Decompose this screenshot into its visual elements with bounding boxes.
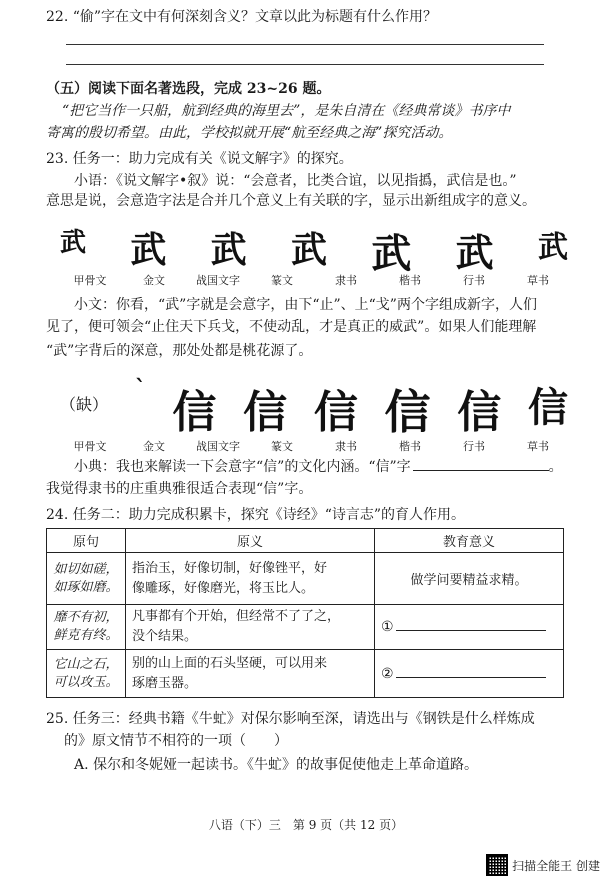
header-meaning: 原义	[126, 529, 375, 553]
intro-line-1: “把它当作一只船，航到经典的海里去”，是朱自清在《经典常谈》书序中	[62, 103, 511, 119]
wu-regular-glyph: 武	[455, 230, 494, 275]
meaning-cell: 指治玉，好像切制，好像锉平，好 像雕琢，好像磨光，将玉比人。	[126, 553, 375, 605]
xiaoyu-line-1: 小语：《说文解字•叙》说：“会意者，比类合谊，以见指撝，武信是也。”	[74, 173, 517, 189]
answer-line-1	[66, 44, 544, 45]
label-seal-2: 篆文	[271, 440, 293, 453]
section-5-heading: （五）阅读下面名著选段，完成 23~26 题。	[46, 81, 331, 97]
answer-blank-2[interactable]	[396, 677, 546, 678]
label-bronze: 金文	[143, 274, 165, 287]
xiaoyu-line-2: 意思是说，会意造字法是合并几个意义上有关联的字，显示出新组成字的意义。	[46, 193, 536, 209]
xiaowen-line-1: 小文：你看，“武”字就是会意字，由下“止”、上“戈”两个字组成新字，人们	[74, 297, 537, 313]
xin-meaning-blank[interactable]	[413, 470, 549, 471]
xiaodian-line-2: 我觉得隶书的庄重典雅很适合表现“信”字。	[46, 481, 313, 497]
xin-missing-label: （缺）	[60, 395, 109, 414]
label-warring: 战国文字	[196, 274, 240, 287]
question-22: 22. “偷”字在文中有何深刻含义？文章以此为标题有什么作用？	[46, 9, 438, 25]
answer-blank-1[interactable]	[396, 630, 546, 631]
table-header-row	[47, 529, 564, 553]
wu-script-row	[60, 222, 568, 279]
xiaodian-line-1	[74, 458, 566, 476]
answer-line-2	[66, 64, 544, 65]
wu-label-row	[60, 272, 568, 288]
education-cell-blank-2[interactable]: ②	[375, 650, 564, 698]
xin-cursive-glyph: 信	[527, 384, 568, 431]
header-source: 原句	[47, 529, 126, 553]
meaning-cell: 别的山上面的石头坚硬，可以用来 琢磨玉器。	[126, 650, 375, 698]
xin-running-glyph: 信	[457, 387, 502, 438]
label-clerical: 隶书	[335, 274, 357, 287]
wu-clerical-glyph: 武	[371, 230, 412, 277]
xin-bronze-glyph: `	[134, 376, 146, 402]
xin-clerical-glyph: 信	[313, 387, 358, 438]
label-running: 行书	[463, 274, 485, 287]
xiaowen-line-2: 见了，便可领会“止住天下兵戈，不使动乱，才是真正的威武”。如果人们能理解	[46, 319, 537, 335]
label-regular: 楷书	[399, 274, 421, 287]
label-oracle: 甲骨文	[73, 274, 107, 287]
xin-warring-glyph: 信	[172, 387, 217, 438]
question-24: 24. 任务二：助力完成积累卡，探究《诗经》“诗言志”的育人作用。	[46, 507, 466, 523]
xiaowen-line-3: “武”字背后的深意，那处处都是桃花源了。	[46, 343, 313, 359]
table-row	[47, 553, 564, 605]
xiaodian-period: 。	[548, 459, 563, 475]
xiaodian-text: 小典：我也来解读一下会意字“信”的文化内涵。“信”字	[74, 459, 411, 475]
label-regular-2: 楷书	[399, 440, 421, 453]
education-cell: 做学问要精益求精。	[375, 553, 564, 605]
label-oracle-2: 甲骨文	[73, 440, 107, 453]
label-cursive-2: 草书	[527, 440, 549, 453]
wu-seal-glyph: 武	[290, 229, 327, 271]
header-education: 教育意义	[375, 529, 564, 553]
wu-oracle-glyph: 武	[60, 228, 87, 258]
label-bronze-2: 金文	[143, 440, 165, 453]
scanner-label: 扫描全能王 创建	[512, 858, 600, 873]
wu-running-glyph: 武	[537, 230, 568, 265]
label-warring-2: 战国文字	[196, 440, 240, 453]
xin-label-row	[60, 438, 568, 454]
source-cell: 它山之石， 可以攻玉。	[47, 650, 126, 698]
table-row	[47, 650, 564, 698]
source-cell: 靡不有初， 鲜克有终。	[47, 605, 126, 650]
wu-warring-glyph: 武	[210, 229, 247, 271]
source-cell: 如切如磋， 如琢如磨。	[47, 553, 126, 605]
question-23: 23. 任务一：助力完成有关《说文解字》的探究。	[46, 151, 353, 167]
xin-script-row	[60, 376, 568, 442]
qr-code-icon	[486, 854, 508, 876]
education-cell-blank-1[interactable]: ①	[375, 605, 564, 650]
table-row	[47, 605, 564, 650]
question-25-line-1: 25. 任务三：经典书籍《牛虻》对保尔影响至深，请选出与《钢铁是什么样炼成	[46, 711, 535, 727]
label-seal: 篆文	[271, 274, 293, 287]
label-cursive: 草书	[527, 274, 549, 287]
wu-bronze-glyph: 武	[130, 229, 167, 271]
meaning-cell: 凡事都有个开始，但经常不了了之， 没个结果。	[126, 605, 375, 650]
label-running-2: 行书	[463, 440, 485, 453]
label-clerical-2: 隶书	[335, 440, 357, 453]
scanner-watermark	[486, 854, 600, 876]
question-25-line-2: 的》原文情节不相符的一项（ ）	[64, 733, 288, 749]
page-footer: 八语（下）三 第 9 页（共 12 页）	[208, 818, 404, 832]
option-a: A. 保尔和冬妮娅一起读书。《牛虻》的故事促使他走上革命道路。	[74, 757, 479, 773]
intro-line-2: 寄寓的殷切希望。由此，学校拟就开展“航至经典之海”探究活动。	[46, 125, 453, 141]
xin-seal-glyph: 信	[243, 387, 288, 438]
accumulation-card-table	[46, 528, 564, 698]
xin-regular-glyph: 信	[384, 385, 431, 439]
